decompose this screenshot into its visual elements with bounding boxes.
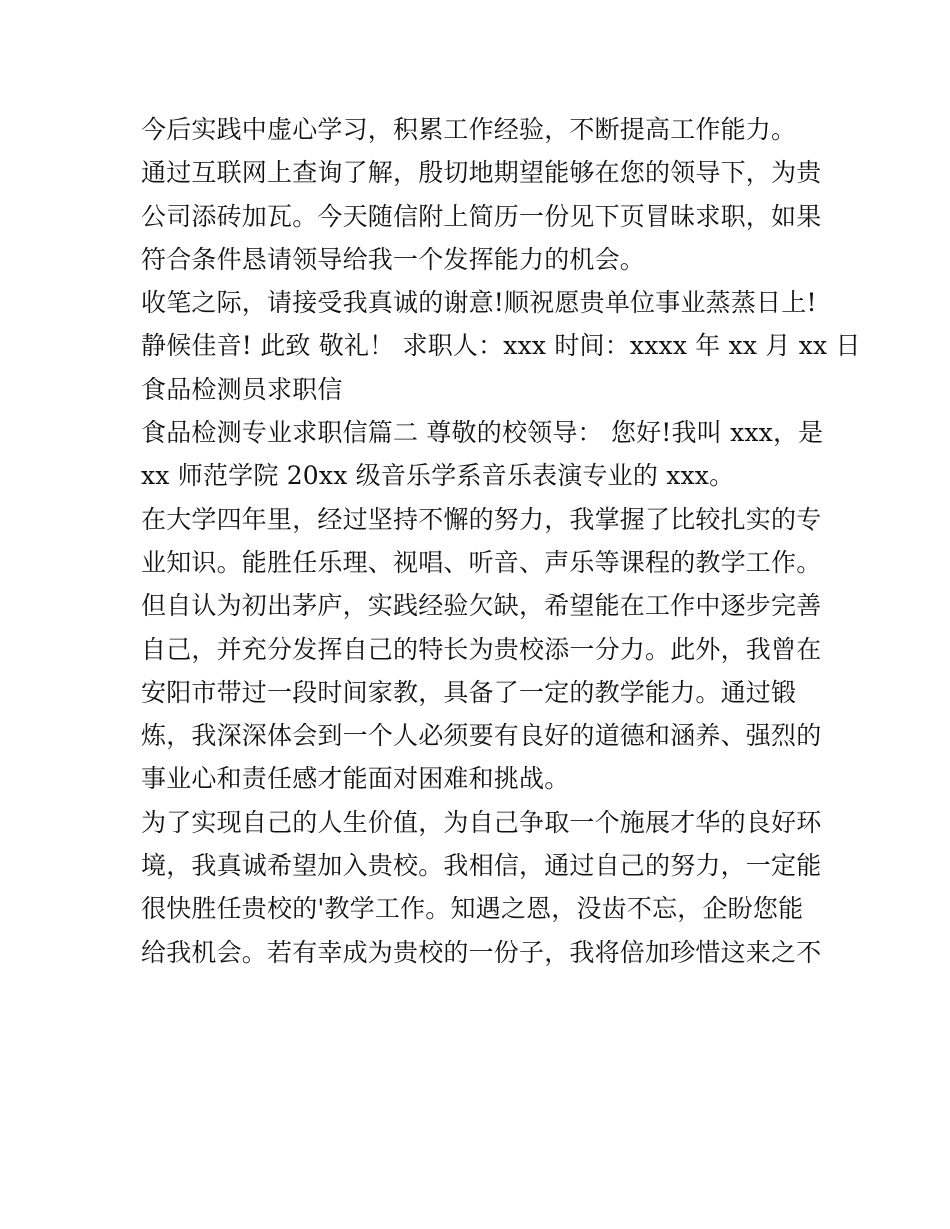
text-line: xx 师范学院 20xx 级音乐学系音乐表演专业的 xxx。 bbox=[141, 461, 735, 491]
text-line: 为了实现自己的人生价值，为自己争取一个施展才华的良好环 bbox=[141, 807, 822, 837]
text-line: 通过互联网上查询了解，殷切地期望能够在您的领导下，为贵 bbox=[141, 158, 822, 188]
text-line: 但自认为初出茅庐，实践经验欠缺，希望能在工作中逐步完善 bbox=[141, 591, 822, 621]
text-line: 很快胜任贵校的'教学工作。知遇之恩，没齿不忘，企盼您能 bbox=[141, 894, 804, 924]
text-line: 今后实践中虚心学习，积累工作经验，不断提高工作能力。 bbox=[141, 115, 797, 144]
text-line: 事业心和责任感才能面对困难和挑战。 bbox=[141, 764, 570, 794]
text-line: 安阳市带过一段时间家教，具备了一定的教学能力。通过锻 bbox=[141, 677, 797, 707]
text-line: 食品检测员求职信 bbox=[141, 374, 343, 404]
text-line: 公司添砖加瓦。今天随信附上简历一份见下页冒昧求职，如果 bbox=[141, 201, 822, 231]
text-line: 炼，我深深体会到一个人必须要有良好的道德和涵养、强烈的 bbox=[141, 721, 822, 751]
text-line: 静候佳音! 此致 敬礼！ 求职人：xxx 时间：xxxx 年 xx 月 xx 日 bbox=[141, 331, 861, 361]
text-line: 在大学四年里，经过坚持不懈的努力，我掌握了比较扎实的专 bbox=[141, 504, 822, 534]
text-line: 业知识。能胜任乐理、视唱、听音、声乐等课程的教学工作。 bbox=[141, 547, 822, 577]
text-line: 食品检测专业求职信篇二 尊敬的校领导： 您好!我叫 xxx，是 bbox=[141, 418, 824, 448]
text-line: 境，我真诚希望加入贵校。我相信，通过自己的努力，一定能 bbox=[141, 851, 822, 881]
document-body bbox=[141, 108, 861, 974]
text-line: 给我机会。若有幸成为贵校的一份子，我将倍加珍惜这来之不 bbox=[141, 937, 822, 967]
text-line: 收笔之际，请接受我真诚的谢意!顺祝愿贵单位事业蒸蒸日上! bbox=[141, 288, 817, 318]
text-line: 符合条件恳请领导给我一个发挥能力的机会。 bbox=[141, 244, 646, 274]
text-line: 自己，并充分发挥自己的特长为贵校添一分力。此外，我曾在 bbox=[141, 634, 822, 664]
